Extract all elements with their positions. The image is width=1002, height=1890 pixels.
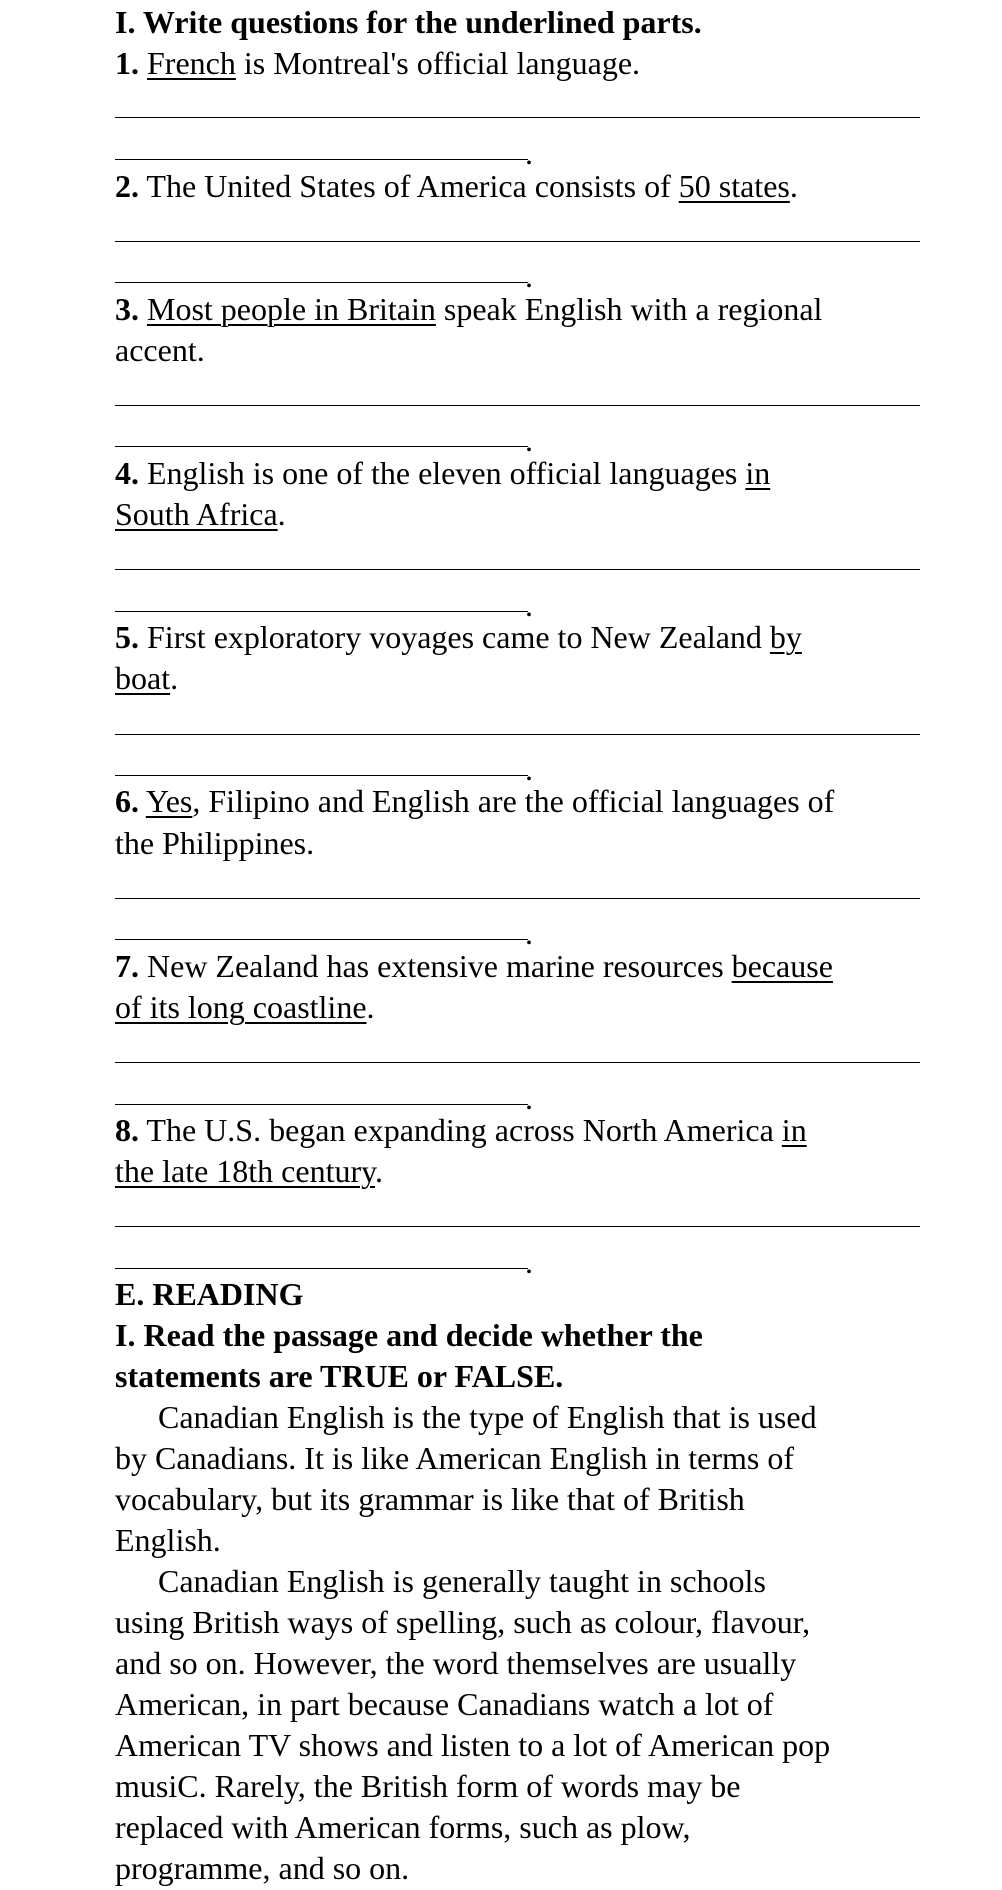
passage-line: American, in part because Canadians watch a lot of: [115, 1686, 774, 1722]
answer-period: .: [525, 587, 533, 623]
question-7: 7. New Zealand has extensive marine resources because: [115, 948, 833, 984]
reading-instruction: statements are TRUE or FALSE.: [115, 1358, 564, 1394]
underlined-part: of its long coastline: [115, 989, 367, 1025]
passage-line: by Canadians. It is like American English in terms of: [115, 1440, 794, 1476]
question-6-line-2: the Philippines.: [115, 825, 315, 861]
question-8: 8. The U.S. began expanding across North America in: [115, 1112, 807, 1148]
passage-line: Canadian English is the type of English that is used: [158, 1399, 817, 1435]
underlined-part: French: [147, 45, 236, 81]
question-5-line-2: boat.: [115, 660, 179, 696]
answer-line[interactable]: [115, 1062, 920, 1063]
question-7-line-2: of its long coastline.: [115, 989, 375, 1025]
section-title: I. Write questions for the underlined parts.: [115, 4, 702, 40]
answer-line[interactable]: [115, 446, 528, 447]
underlined-part: in: [745, 455, 771, 491]
question-number: 7.: [115, 948, 139, 984]
underlined-part: boat: [115, 660, 171, 696]
underlined-part: 50 states: [678, 168, 790, 204]
question-2: 2. The United States of America consists of 50 states.: [115, 168, 798, 204]
question-number: 8.: [115, 1112, 139, 1148]
answer-line[interactable]: [115, 775, 528, 776]
answer-line[interactable]: [115, 734, 920, 735]
question-1: 1. French is Montreal's official language.: [115, 45, 641, 81]
answer-line[interactable]: [115, 117, 920, 118]
answer-period: .: [525, 422, 533, 458]
passage-line: using British ways of spelling, such as colour, flavour,: [115, 1604, 811, 1640]
reading-instruction: I. Read the passage and decide whether the: [115, 1317, 703, 1353]
underlined-part: South Africa: [115, 496, 278, 532]
underlined-part: because: [731, 948, 833, 984]
answer-line[interactable]: [115, 569, 920, 570]
passage-line: replaced with American forms, such as plow,: [115, 1809, 691, 1845]
passage-line: and so on. However, the word themselves are usually: [115, 1645, 797, 1681]
underlined-part: by: [769, 619, 802, 655]
question-4: 4. English is one of the eleven official languages in: [115, 455, 771, 491]
answer-line[interactable]: [115, 282, 528, 283]
passage-line: Canadian English is generally taught in schools: [158, 1563, 766, 1599]
answer-period: .: [525, 258, 533, 294]
answer-line[interactable]: [115, 611, 528, 612]
passage-line: musiC. Rarely, the British form of words may be: [115, 1768, 741, 1804]
answer-period: .: [525, 135, 533, 171]
question-5: 5. First exploratory voyages came to New Zealand by: [115, 619, 802, 655]
answer-line[interactable]: [115, 241, 920, 242]
question-number: 2.: [115, 168, 139, 204]
question-3-line-2: accent.: [115, 332, 205, 368]
answer-line[interactable]: [115, 405, 920, 406]
passage-line: American TV shows and listen to a lot of American pop: [115, 1727, 831, 1763]
question-3: 3. Most people in Britain speak English with a regional: [115, 291, 823, 327]
answer-line[interactable]: [115, 1268, 528, 1269]
question-8-line-2: the late 18th century.: [115, 1153, 384, 1189]
question-number: 4.: [115, 455, 139, 491]
answer-period: .: [525, 1244, 533, 1280]
question-number: 1.: [115, 45, 139, 81]
question-6: 6. Yes, Filipino and English are the official languages of: [115, 783, 835, 819]
answer-line[interactable]: [115, 898, 920, 899]
question-number: 6.: [115, 783, 139, 819]
question-number: 3.: [115, 291, 139, 327]
underlined-part: in: [781, 1112, 807, 1148]
underlined-part: the late 18th century: [115, 1153, 376, 1189]
answer-period: .: [525, 751, 533, 787]
question-number: 5.: [115, 619, 139, 655]
reading-heading: E. READING: [115, 1276, 304, 1312]
answer-line[interactable]: [115, 1226, 920, 1227]
answer-line[interactable]: [115, 159, 528, 160]
passage-line: programme, and so on.: [115, 1850, 410, 1886]
passage-line: vocabulary, but its grammar is like that of British: [115, 1481, 745, 1517]
answer-line[interactable]: [115, 939, 528, 940]
passage-line: English.: [115, 1522, 221, 1558]
underlined-part: Yes: [145, 783, 193, 819]
question-4-line-2: South Africa.: [115, 496, 286, 532]
underlined-part: Most people in Britain: [147, 291, 436, 327]
answer-period: .: [525, 915, 533, 951]
answer-period: .: [525, 1080, 533, 1116]
answer-line[interactable]: [115, 1104, 528, 1105]
